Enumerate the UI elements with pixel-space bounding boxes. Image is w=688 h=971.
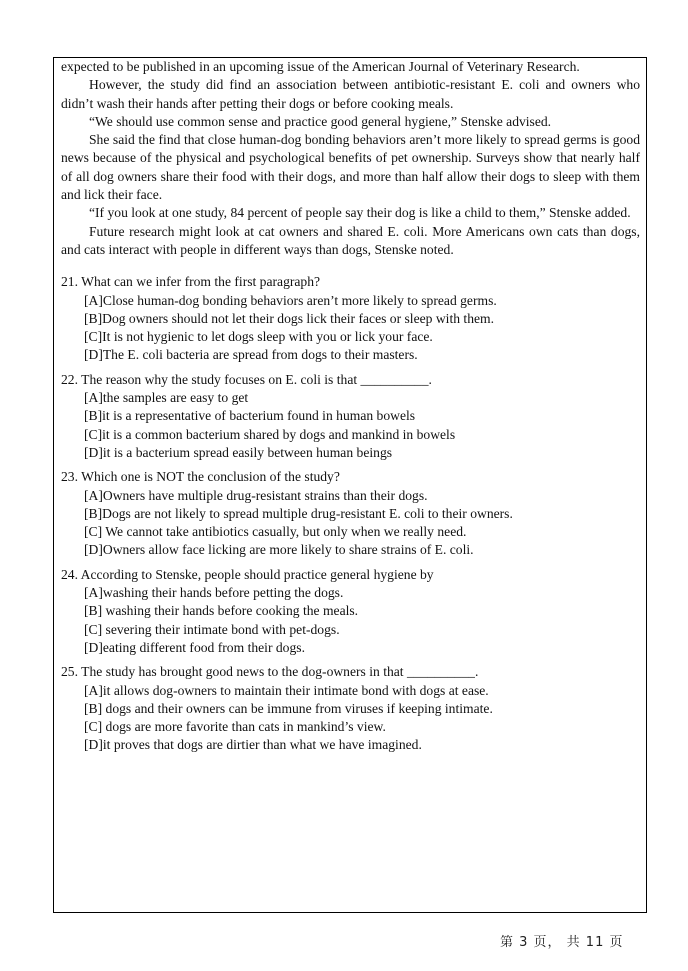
question-number: 22. [61, 371, 78, 387]
option-label: [C] [84, 621, 103, 637]
answer-option-d [84, 736, 640, 754]
option-label: [D] [84, 542, 103, 558]
answer-option-c [84, 426, 640, 444]
option-label: [B] [84, 603, 103, 619]
answer-option-b [84, 505, 640, 523]
option-text: We cannot take antibiotics casually, but only when we really need. [102, 524, 467, 540]
option-label: [B] [84, 505, 103, 521]
option-text: it is a common bacterium shared by dogs and mankind in bowels [102, 426, 456, 442]
option-label: [A] [84, 292, 103, 308]
option-label: [A] [84, 585, 103, 601]
passage-paragraph: “We should use common sense and practice good general hygiene,” Stenske advised. [89, 113, 552, 129]
passage-paragraph: Future research might look at cat owners and shared E. coli. More Americans own cats than dogs, and cats interact with people in different ways than dogs, Stenske noted. [61, 223, 640, 257]
passage-paragraph: expected to be published in an upcoming issue of the American Journal of Veterinary Research. [61, 59, 580, 74]
option-text: Close human-dog bonding behaviors aren’t more likely to spread germs. [102, 292, 497, 308]
document-frame [53, 57, 647, 913]
question-21 [61, 273, 640, 364]
option-label: [A] [84, 487, 103, 503]
answer-option-c [84, 328, 640, 346]
question-stem [61, 566, 640, 584]
option-label: [D] [84, 639, 103, 655]
answer-option-b [84, 407, 640, 425]
question-25 [61, 663, 640, 754]
answer-option-d [84, 346, 640, 364]
question-stem [61, 371, 640, 389]
passage-paragraph: “If you look at one study, 84 percent of people say their dog is like a child to them,” Stenske added. [89, 205, 631, 221]
question-24 [61, 566, 640, 657]
option-text: it proves that dogs are dirtier than what we have imagined. [102, 737, 422, 753]
option-text: Owners have multiple drug-resistant strains than their dogs. [102, 487, 428, 503]
answer-option-d [84, 541, 640, 559]
option-text: Dog owners should not let their dogs lick their faces or sleep with them. [102, 310, 494, 326]
option-label: [C] [84, 426, 103, 442]
page-number: 第 3 页， 共 11 页 [500, 935, 624, 950]
question-text: According to Stenske, people should practice general hygiene by [80, 566, 434, 582]
answer-option-c [84, 523, 640, 541]
answer-option-a [84, 584, 640, 602]
option-label: [A] [84, 390, 103, 406]
answer-option-a [84, 389, 640, 407]
question-text: The study has brought good news to the dog-owners in that __________. [81, 664, 479, 680]
option-text: severing their intimate bond with pet-dogs. [102, 621, 340, 637]
answer-option-d [84, 639, 640, 657]
answer-option-d [84, 444, 640, 462]
question-number: 21. [61, 274, 78, 290]
option-text: it is a bacterium spread easily between human beings [102, 444, 393, 460]
option-text: dogs and their owners can be immune from viruses if keeping intimate. [102, 700, 493, 716]
question-text: The reason why the study focuses on E. coli is that __________. [81, 371, 432, 387]
option-text: The E. coli bacteria are spread from dogs to their masters. [102, 347, 418, 363]
option-text: eating different food from their dogs. [102, 639, 305, 655]
option-label: [A] [84, 682, 103, 698]
option-text: It is not hygienic to let dogs sleep with you or lick your face. [102, 329, 433, 345]
option-label: [D] [84, 347, 103, 363]
option-text: Owners allow face licking are more likely to share strains of E. coli. [102, 542, 474, 558]
answer-option-b [84, 602, 640, 620]
option-label: [B] [84, 408, 103, 424]
question-22 [61, 371, 640, 462]
reading-passage [61, 58, 640, 259]
option-label: [C] [84, 329, 103, 345]
answer-option-b [84, 700, 640, 718]
option-text: washing their hands before cooking the meals. [102, 603, 359, 619]
option-label: [C] [84, 524, 103, 540]
question-text: What can we infer from the first paragraph? [81, 274, 321, 290]
question-number: 24. [61, 566, 78, 582]
option-label: [B] [84, 700, 103, 716]
question-stem [61, 468, 640, 486]
question-stem [61, 273, 640, 291]
option-label: [B] [84, 310, 103, 326]
question-stem [61, 663, 640, 681]
option-label: [D] [84, 444, 103, 460]
question-number: 23. [61, 469, 78, 485]
option-text: washing their hands before petting the dogs. [102, 585, 344, 601]
option-label: [D] [84, 737, 103, 753]
answer-option-c [84, 621, 640, 639]
question-23 [61, 468, 640, 559]
answer-option-a [84, 487, 640, 505]
passage-paragraph: However, the study did find an association between antibiotic-resistant E. coli and owners who didn’t wash their hands after petting their dogs or before cooking meals. [61, 77, 640, 111]
page-content [61, 58, 640, 755]
option-text: it is a representative of bacterium found in human bowels [102, 408, 416, 424]
answer-option-a [84, 292, 640, 310]
passage-paragraph: She said the find that close human-dog bonding behaviors aren’t more likely to spread germs is good news because of the physical and psychological benefits of pet ownership. Surveys show that nearly half of all dog owners share their food with their dogs, and more than half allow their dogs to sleep with them and lick their face. [61, 132, 640, 203]
question-number: 25. [61, 664, 78, 680]
question-text: Which one is NOT the conclusion of the study? [81, 469, 340, 485]
option-text: dogs are more favorite than cats in mankind’s view. [102, 719, 386, 735]
answer-option-c [84, 718, 640, 736]
option-text: the samples are easy to get [102, 390, 249, 406]
answer-option-b [84, 310, 640, 328]
spacer [61, 259, 640, 273]
option-text: it allows dog-owners to maintain their intimate bond with dogs at ease. [102, 682, 489, 698]
answer-option-a [84, 682, 640, 700]
option-label: [C] [84, 719, 103, 735]
option-text: Dogs are not likely to spread multiple drug-resistant E. coli to their owners. [102, 505, 513, 521]
